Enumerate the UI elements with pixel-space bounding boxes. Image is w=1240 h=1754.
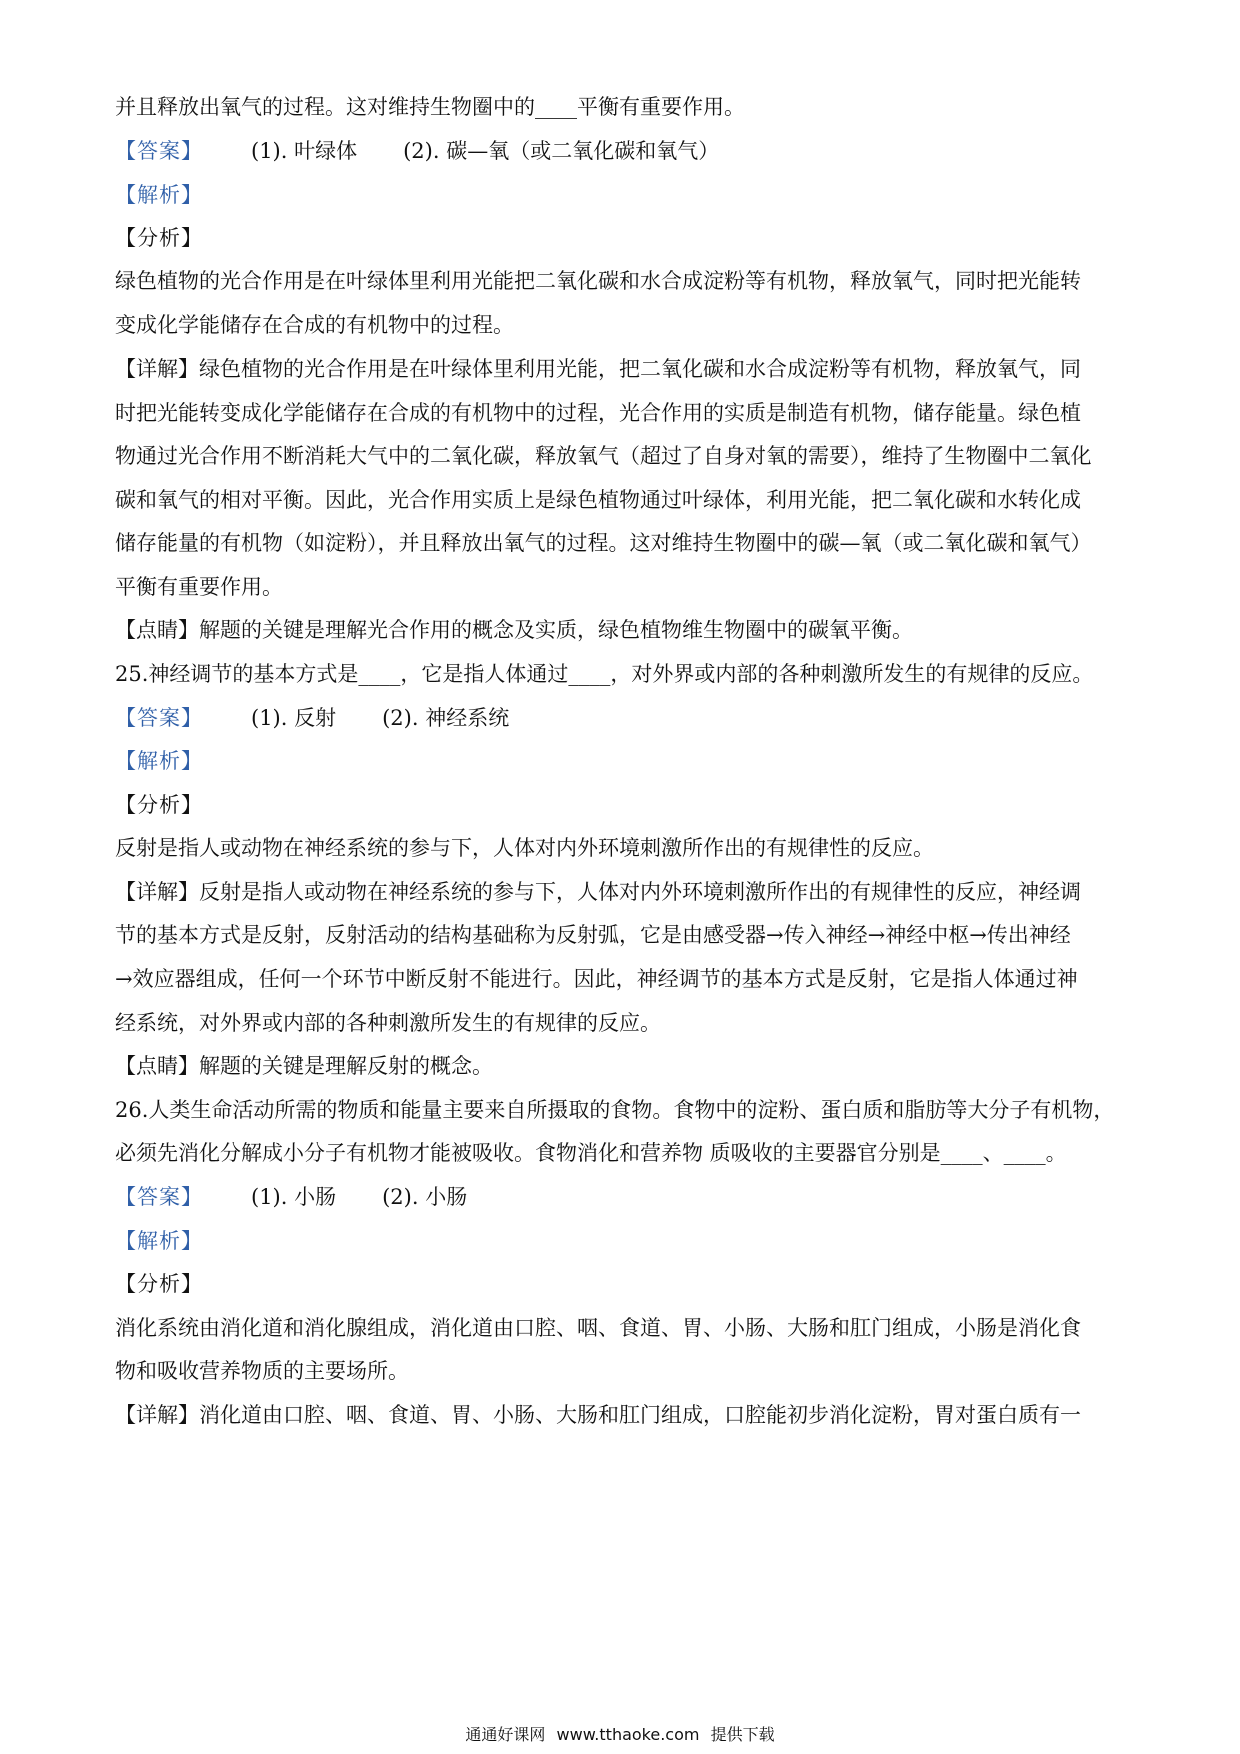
paragraph-line: 物和吸收营养物质的主要场所。 [115, 1359, 409, 1383]
paragraph-line: 经系统，对外界或内部的各种刺激所发生的有规律的反应。 [115, 1011, 661, 1035]
question-26: 26.人类生命活动所需的物质和能量主要来自所摄取的食物。食物中的淀粉、蛋白质和脂肪等大分子有机物， [115, 1098, 1115, 1122]
paragraph-line: 消化系统由消化道和消化腺组成，消化道由口腔、咽、食道、胃、小肠、大肠和肛门组成，小肠是消化食 [115, 1316, 1081, 1340]
paragraph-line: 并且释放出氧气的过程。这对维持生物圈中的____平衡有重要作用。 [115, 95, 745, 119]
paragraph-line: 【详解】绿色植物的光合作用是在叶绿体里利用光能，把二氧化碳和水合成淀粉等有机物，释放氧气，同 [115, 357, 1081, 381]
jiexi-tag: 【解析】 [115, 1229, 203, 1253]
answer-line-q25 [115, 703, 1135, 733]
paragraph-line: 储存能量的有机物（如淀粉），并且释放出氧气的过程。这对维持生物圈中的碳—氧（或二氧化碳和氧气） [115, 531, 1092, 555]
paragraph-line: 变成化学能储存在合成的有机物中的过程。 [115, 313, 514, 337]
fenxi-tag: 【分析】 [115, 1272, 203, 1296]
paragraph-line: 【详解】反射是指人或动物在神经系统的参与下，人体对内外环境刺激所作出的有规律性的反应，神经调 [115, 880, 1081, 904]
answer-tag: 【答案】 [115, 706, 203, 730]
answer-tag: 【答案】 [115, 139, 203, 163]
fenxi-tag: 【分析】 [115, 226, 203, 250]
footer-url-link[interactable]: www.tthaoke.com [556, 1725, 700, 1744]
question-25: 25.神经调节的基本方式是____，它是指人体通过____，对外界或内部的各种刺激所发生的有规律的反应。 [115, 662, 1094, 686]
paragraph-line: 碳和氧气的相对平衡。因此，光合作用实质上是绿色植物通过叶绿体，利用光能，把二氧化碳和水转化成 [115, 488, 1081, 512]
page-footer [0, 1724, 1240, 1746]
paragraph-line: 【点睛】解题的关键是理解反射的概念。 [115, 1054, 493, 1078]
answer-tag: 【答案】 [115, 1185, 203, 1209]
answer-item-1: (1). 小肠 [251, 1185, 337, 1209]
paragraph-line: 【详解】消化道由口腔、咽、食道、胃、小肠、大肠和肛门组成，口腔能初步消化淀粉，胃对蛋白质有一 [115, 1403, 1081, 1427]
paragraph-line: 平衡有重要作用。 [115, 575, 283, 599]
question-26-continued: 必须先消化分解成小分子有机物才能被吸收。食物消化和营养物 质吸收的主要器官分别是____、____。 [115, 1141, 1067, 1165]
answer-item-2: (2). 小肠 [382, 1185, 468, 1209]
paragraph-line: 节的基本方式是反射，反射活动的结构基础称为反射弧，它是由感受器→传入神经→神经中枢→传出神经 [115, 923, 1071, 947]
paragraph-line: 物通过光合作用不断消耗大气中的二氧化碳，释放氧气（超过了自身对氧的需要），维持了生物圈中二氧化 [115, 444, 1092, 468]
footer-site-name: 通通好课网 [465, 1725, 546, 1744]
answer-item-1: (1). 反射 [251, 706, 337, 730]
footer-suffix: 提供下载 [710, 1725, 775, 1744]
jiexi-tag: 【解析】 [115, 183, 203, 207]
paragraph-line: 时把光能转变成化学能储存在合成的有机物中的过程，光合作用的实质是制造有机物，储存能量。绿色植 [115, 401, 1081, 425]
paragraph-line: 绿色植物的光合作用是在叶绿体里利用光能把二氧化碳和水合成淀粉等有机物，释放氧气，同时把光能转 [115, 269, 1081, 293]
jiexi-tag: 【解析】 [115, 749, 203, 773]
fenxi-tag: 【分析】 [115, 793, 203, 817]
answer-item-2: (2). 碳—氧（或二氧化碳和氧气） [403, 139, 720, 163]
answer-item-1: (1). 叶绿体 [251, 139, 358, 163]
answer-item-2: (2). 神经系统 [382, 706, 510, 730]
answer-line-q26 [115, 1182, 1135, 1212]
answer-line-q24 [115, 136, 1135, 166]
paragraph-line: 【点睛】解题的关键是理解光合作用的概念及实质，绿色植物维生物圈中的碳氧平衡。 [115, 618, 913, 642]
paragraph-line: →效应器组成，任何一个环节中断反射不能进行。因此，神经调节的基本方式是反射，它是指人体通过神 [115, 967, 1078, 991]
paragraph-line: 反射是指人或动物在神经系统的参与下，人体对内外环境刺激所作出的有规律性的反应。 [115, 836, 934, 860]
